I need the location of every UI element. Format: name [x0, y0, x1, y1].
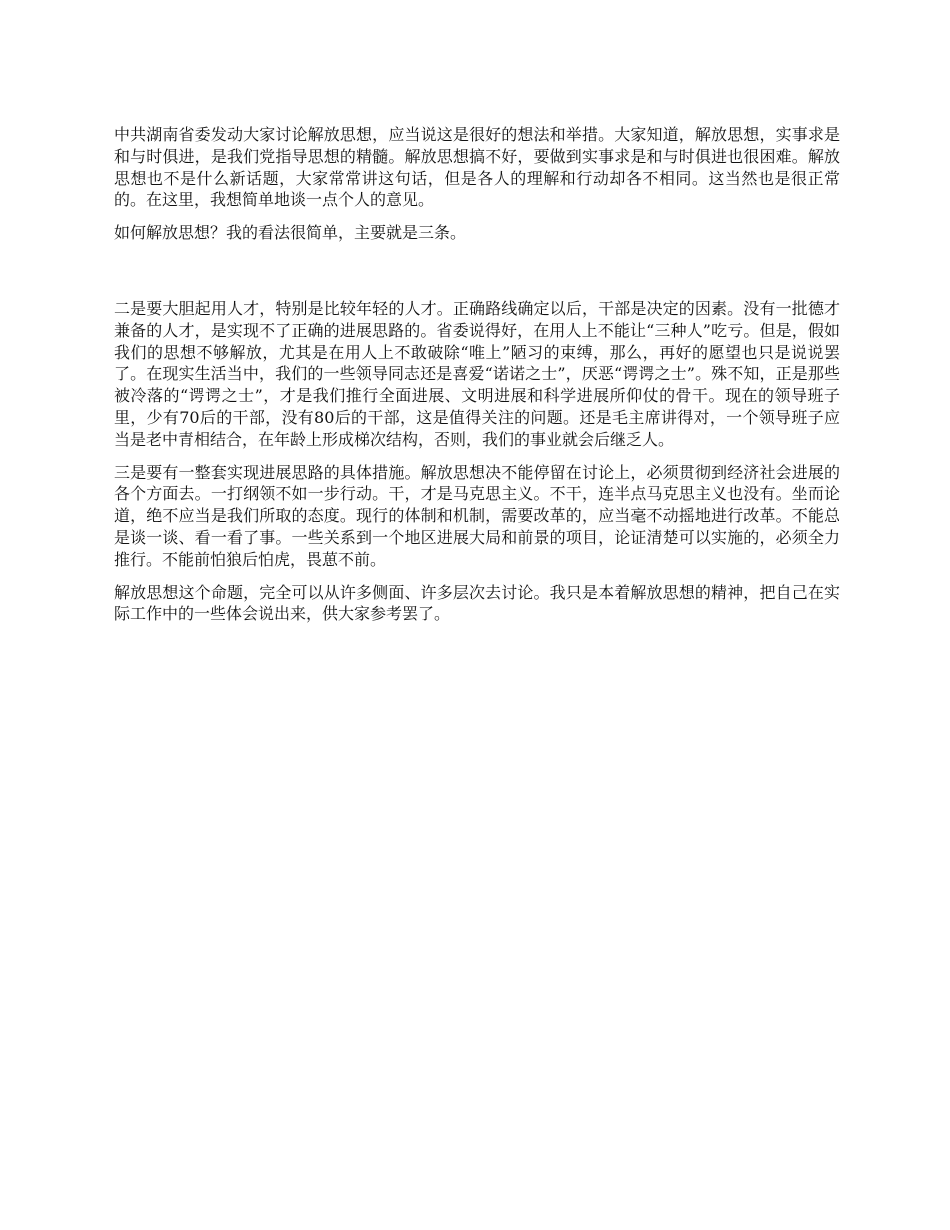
document-page — [114, 124, 840, 636]
paragraph-intro: 中共湖南省委发动大家讨论解放思想，应当说这是很好的想法和举措。大家知道，解放思想，实事求是和与时俱进，是我们党指导思想的精髓。解放思想搞不好，要做到实事求是和与时俱进也很困难。解放思想也不是什么新话题，大家常常讲这句话，但是各人的理解和行动却各不相同。这当然也是很正常的。在这里，我想简单地谈一点个人的意见。 — [114, 125, 840, 210]
paragraph-gap — [114, 255, 840, 298]
paragraph-conclusion: 解放思想这个命题，完全可以从许多侧面、许多层次去讨论。我只是本着解放思想的精神，把自己在实际工作中的一些体会说出来，供大家参考罢了。 — [114, 582, 840, 624]
paragraph-question: 如何解放思想？我的看法很简单，主要就是三条。 — [114, 223, 467, 243]
paragraph-point-two: 二是要大胆起用人才，特别是比较年轻的人才。正确路线确定以后，干部是决定的因素。没有一批德才兼备的人才，是实现不了正确的进展思路的。省委说得好，在用人上不能让“三种人”吃亏。但是，假如我们的思想不够解放，尤其是在用人上不敢破除“唯上”陋习的束缚，那么，再好的愿望也只是说说罢了。在现实生活当中，我们的一些领导同志还是喜爱“诺诺之士”，厌恶“谔谔之士”。殊不知，正是那些被冷落的“谔谔之士”，才是我们推行全面进展、文明进展和科学进展所仰仗的骨干。现在的领导班子里，少有70后的干部，没有80后的干部，这是值得关注的问题。还是毛主席讲得对，一个领导班子应当是老中青相结合，在年龄上形成梯次结构，否则，我们的事业就会后继乏人。 — [114, 298, 840, 449]
paragraph-point-three: 三是要有一整套实现进展思路的具体措施。解放思想决不能停留在讨论上，必须贯彻到经济社会进展的各个方面去。一打纲领不如一步行动。干，才是马克思主义。不干，连半点马克思主义也没有。坐而论道，绝不应当是我们所取的态度。现行的体制和机制，需要改革的，应当毫不动摇地进行改革。不能总是谈一谈、看一看了事。一些关系到一个地区进展大局和前景的项目，论证清楚可以实施的，必须全力推行。不能前怕狼后怕虎，畏葸不前。 — [114, 462, 840, 569]
